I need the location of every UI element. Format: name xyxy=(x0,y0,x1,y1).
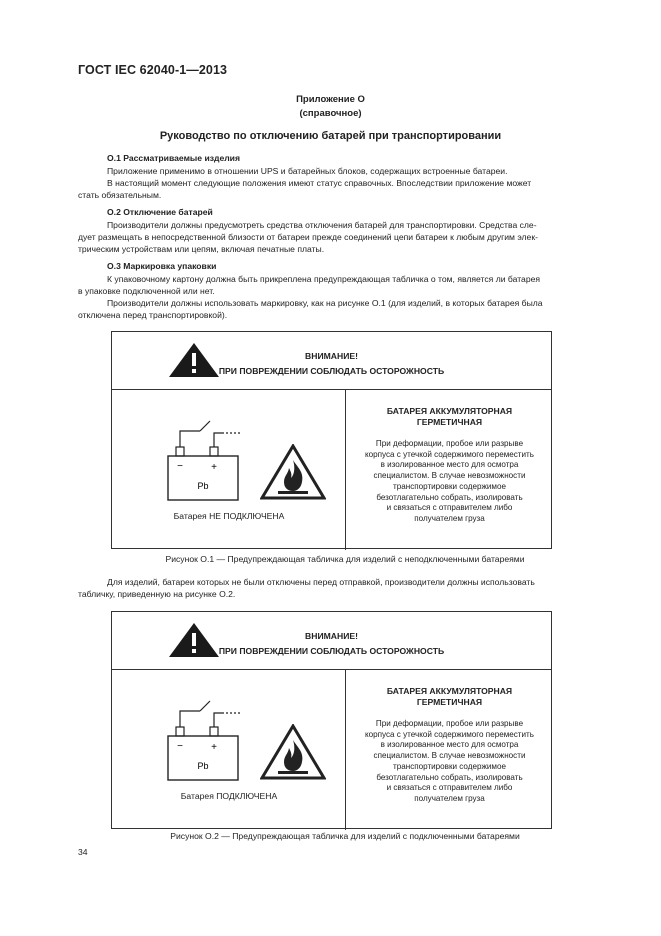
instruction-line: и связаться с отправителем либо xyxy=(386,503,513,513)
paragraph-line: в упаковке подключенной или нет. xyxy=(78,285,215,296)
instruction-line: При деформации, пробое или разрыве xyxy=(375,719,524,728)
battery-minus-label: − xyxy=(177,461,183,472)
figure-caption: Рисунок O.1 — Предупреждающая табличка для изделий с неподключенными батареями xyxy=(165,554,525,564)
battery-type-label: Pb xyxy=(197,481,209,491)
page-number: 34 xyxy=(78,847,88,857)
paragraph-line: отключена перед транспортировкой). xyxy=(78,309,228,320)
battery-disconnected-icon xyxy=(158,414,248,509)
figure-caption: Рисунок O.2 — Предупреждающая табличка для изделий с подключенными батареями xyxy=(170,831,520,841)
paragraph xyxy=(78,274,616,298)
battery-status-label: Батарея НЕ ПОДКЛЮЧЕНА xyxy=(173,511,285,521)
warning-sign-figure-2 xyxy=(111,611,552,829)
appendix-note: (справочное) xyxy=(299,108,362,119)
battery-plus-label: + xyxy=(211,742,217,753)
instruction-line: получателем груза xyxy=(414,513,485,523)
paragraph-line: табличку, приведенную на рисунке O.2. xyxy=(78,588,236,599)
paragraph xyxy=(78,166,616,178)
battery-type-title: БАТАРЕЯ АККУМУЛЯТОРНАЯ xyxy=(386,406,513,416)
section-heading: O.2 Отключение батарей xyxy=(107,207,213,217)
battery-panel xyxy=(112,669,346,830)
instruction-line: безотлагательно собрать, изолировать xyxy=(376,492,523,502)
paragraph-line: Для изделий, батареи которых не были отключены перед отправкой, производители должны использовать xyxy=(107,577,535,587)
paragraph-line: Производители должны использовать маркировку, как на рисунке O.1 (для изделий, в которых батарея была xyxy=(107,298,543,308)
instruction-line: в изолированное место для осмотра xyxy=(380,460,519,470)
instruction-line: получателем груза xyxy=(414,793,485,803)
instruction-line: При деформации, пробое или разрыве xyxy=(375,439,524,448)
warning-sign-figure-1 xyxy=(111,331,552,549)
section-heading: O.1 Рассматриваемые изделия xyxy=(107,153,240,163)
instruction-line: и связаться с отправителем либо xyxy=(386,783,513,793)
paragraph-line: трическим устройствам или цепям, включая печатные платы. xyxy=(78,243,325,254)
battery-panel xyxy=(112,389,346,550)
instruction-line: в изолированное место для осмотра xyxy=(380,740,519,750)
warning-header xyxy=(112,332,551,390)
warning-title: ВНИМАНИЕ! xyxy=(305,351,358,361)
warning-header xyxy=(112,612,551,670)
section-heading: O.3 Маркировка упаковки xyxy=(107,261,217,271)
battery-type-label: Pb xyxy=(197,761,209,771)
flammable-hazard-icon xyxy=(260,724,326,780)
instruction-line: транспортировки содержимое xyxy=(393,481,506,491)
paragraph-line: Приложение применимо в отношении UPS и батарейных блоков, содержащих встроенные батареи. xyxy=(107,166,508,176)
instruction-line: безотлагательно собрать, изолировать xyxy=(376,772,523,782)
instructions-panel xyxy=(346,389,553,550)
paragraph-line: стать обязательным. xyxy=(78,189,162,200)
battery-type-subtitle: ГЕРМЕТИЧНАЯ xyxy=(416,417,483,427)
instruction-line: корпуса с утечкой содержимого переместить xyxy=(365,449,534,459)
instruction-line: специалистом. В случае невозможности xyxy=(373,751,526,761)
paragraph-line: Производители должны предусмотреть средства отключения батарей для транспортировки. Средства сле- xyxy=(107,220,537,230)
battery-type-subtitle: ГЕРМЕТИЧНАЯ xyxy=(416,697,483,707)
instruction-line: специалистом. В случае невозможности xyxy=(373,471,526,481)
document-code: ГОСТ IEC 62040-1—2013 xyxy=(78,63,228,77)
battery-connected-icon xyxy=(158,694,248,789)
handling-instructions xyxy=(350,719,549,805)
appendix-title: Приложение O xyxy=(296,94,365,105)
paragraph xyxy=(78,220,616,256)
paragraph-line: К упаковочному картону должна быть прикреплена предупреждающая табличка о том, является ли батарея xyxy=(107,274,541,284)
paragraph xyxy=(78,298,616,322)
paragraph xyxy=(78,178,616,202)
main-title: Руководство по отключению батарей при транспортировании xyxy=(159,130,502,142)
instruction-line: корпуса с утечкой содержимого переместить xyxy=(365,729,534,739)
warning-subtitle: ПРИ ПОВРЕЖДЕНИИ СОБЛЮДАТЬ ОСТОРОЖНОСТЬ xyxy=(218,366,445,376)
battery-plus-label: + xyxy=(211,462,217,473)
flammable-hazard-icon xyxy=(260,444,326,500)
battery-status-label: Батарея ПОДКЛЮЧЕНА xyxy=(180,791,278,801)
battery-minus-label: − xyxy=(177,741,183,752)
paragraph-line: дует размещать в непосредственной близости от батареи прежде соединений цепи батареи к любым другим элек- xyxy=(78,231,538,242)
warning-subtitle: ПРИ ПОВРЕЖДЕНИИ СОБЛЮДАТЬ ОСТОРОЖНОСТЬ xyxy=(218,646,445,656)
paragraph xyxy=(78,577,616,601)
paragraph-line: В настоящий момент следующие положения имеют статус справочных. Впоследствии приложение может xyxy=(107,178,532,188)
handling-instructions xyxy=(350,439,549,525)
warning-title: ВНИМАНИЕ! xyxy=(305,631,358,641)
battery-type-title: БАТАРЕЯ АККУМУЛЯТОРНАЯ xyxy=(386,686,513,696)
instruction-line: транспортировки содержимое xyxy=(393,761,506,771)
instructions-panel xyxy=(346,669,553,830)
